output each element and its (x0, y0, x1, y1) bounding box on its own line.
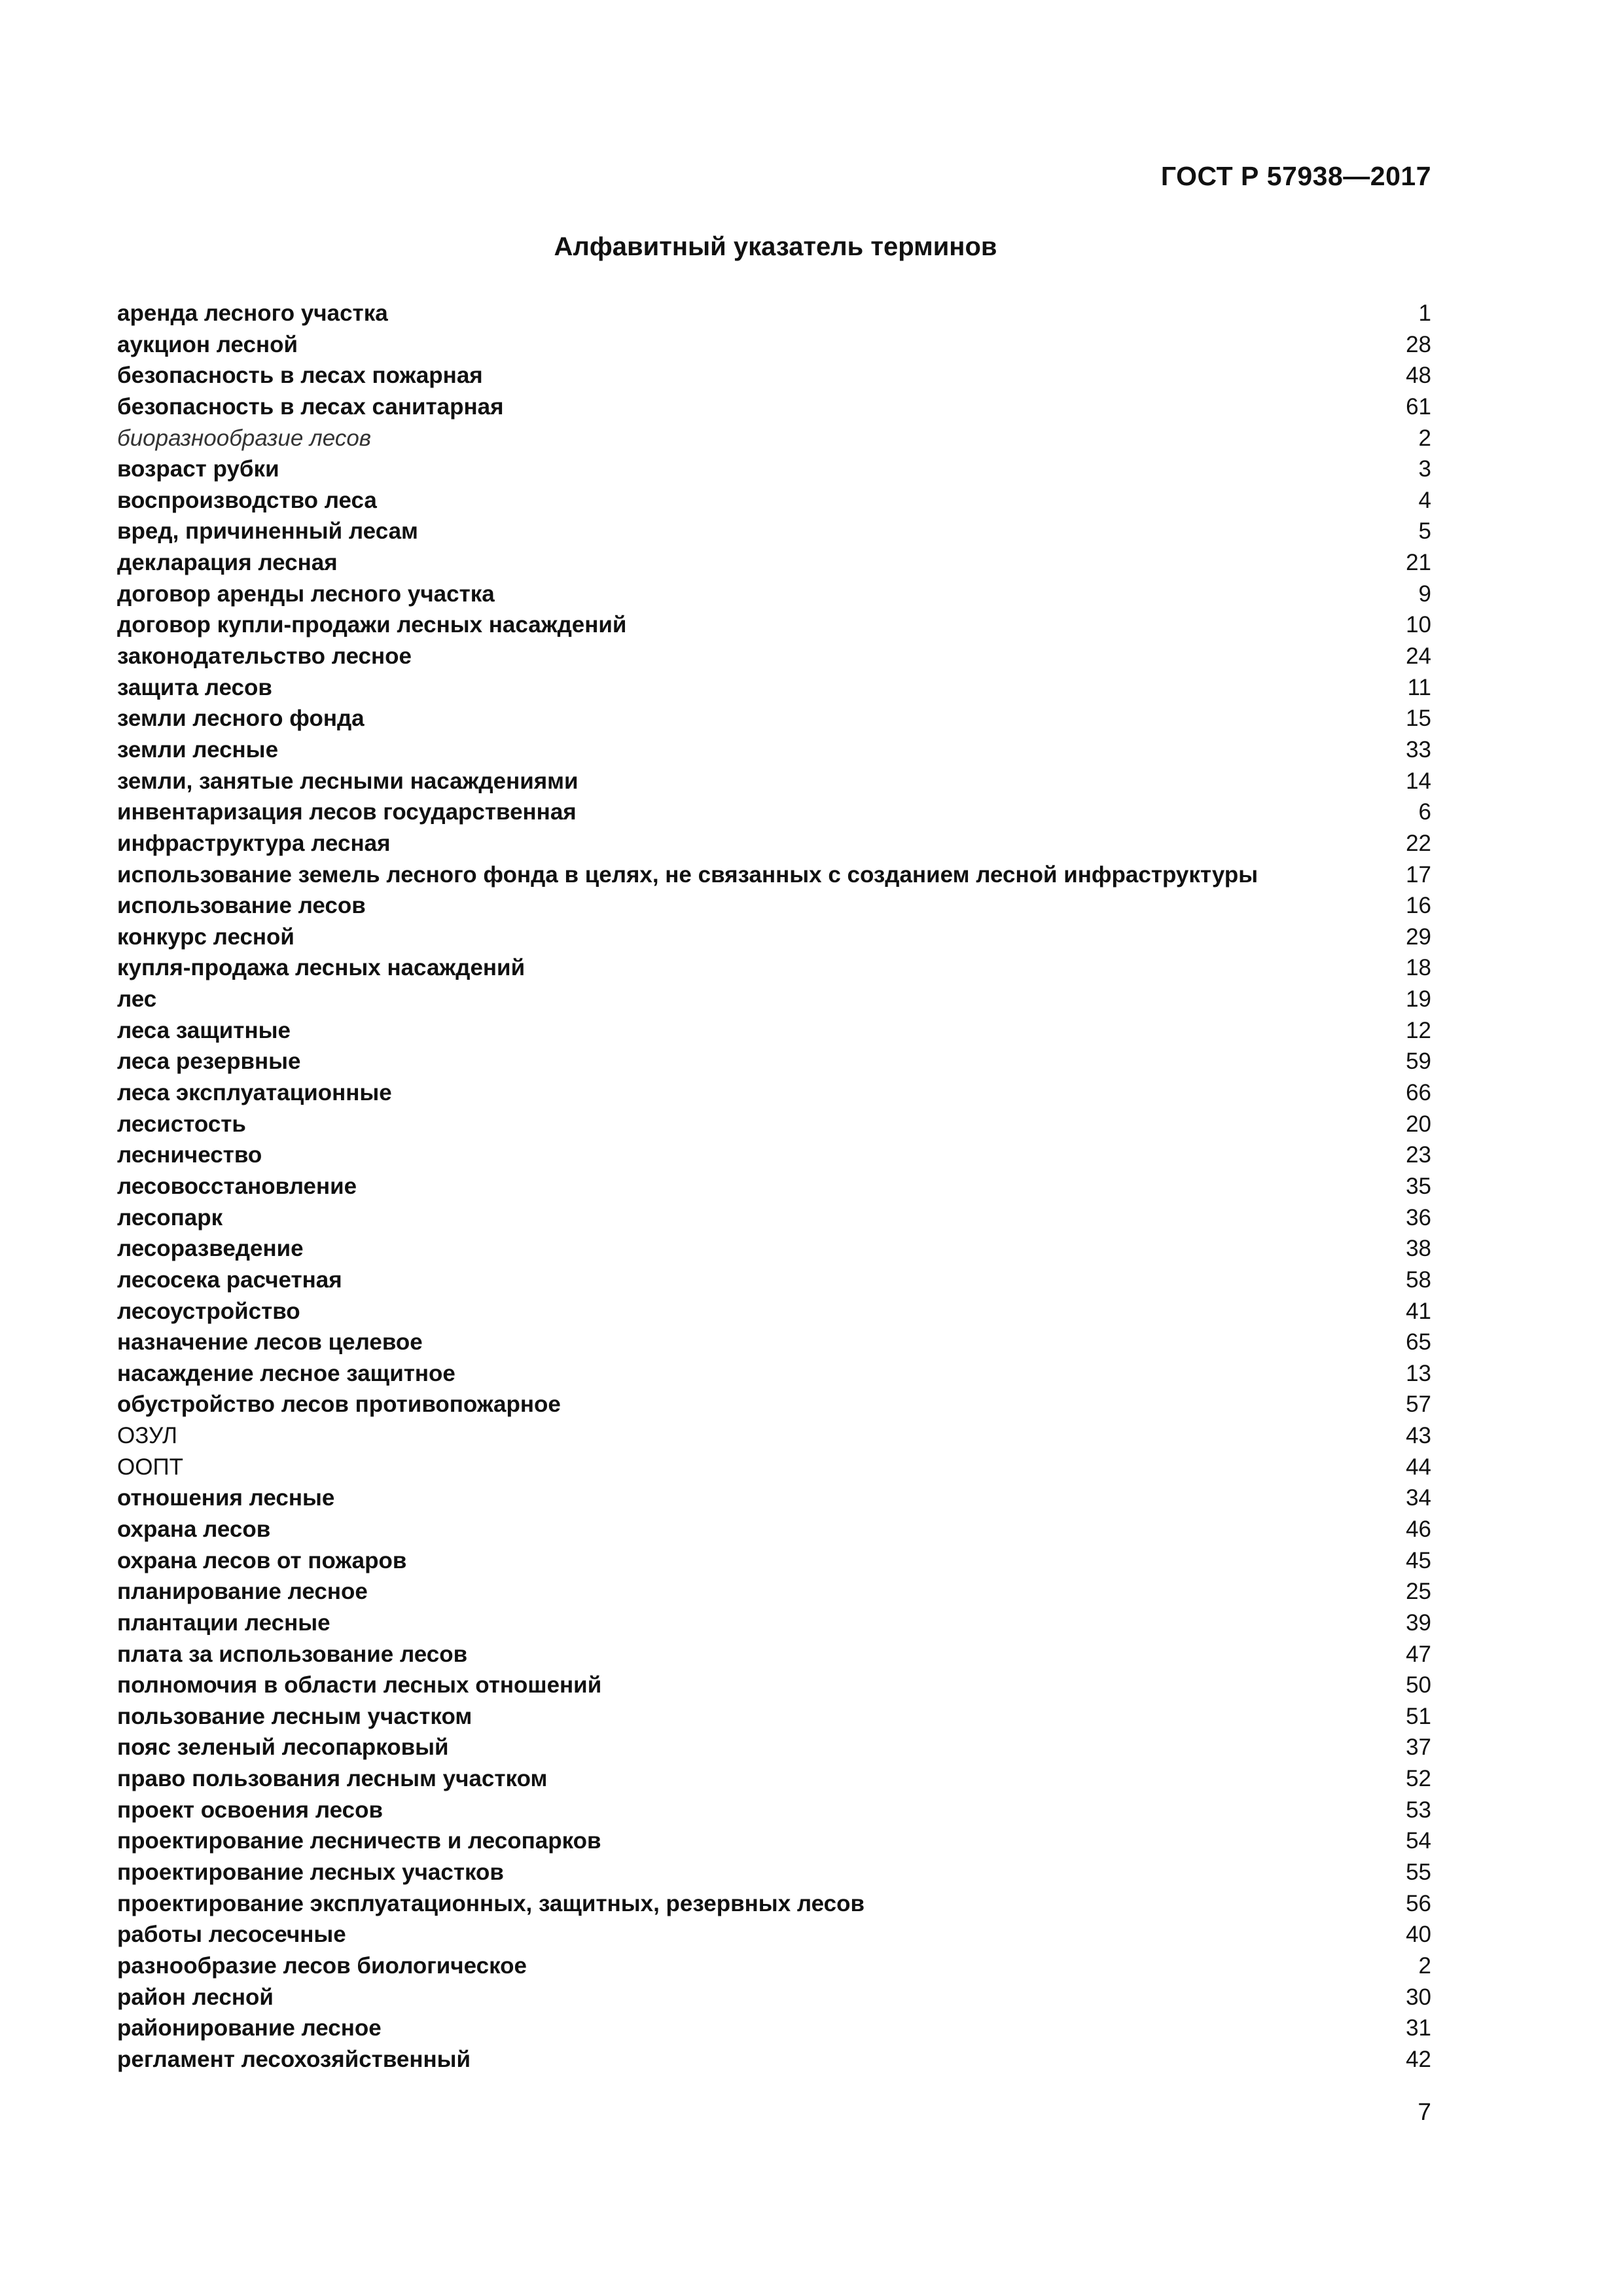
index-term-number: 43 (1406, 1423, 1431, 1449)
index-term: воспроизводство леса (117, 487, 377, 513)
index-term-number: 17 (1406, 861, 1431, 888)
index-entry (117, 1670, 1431, 1701)
index-term: лесистость (117, 1111, 246, 1137)
index-entry (117, 734, 1431, 766)
index-entry (117, 579, 1431, 610)
index-entry (117, 1857, 1431, 1888)
index-term-number: 41 (1406, 1298, 1431, 1324)
index-term-number: 1 (1418, 300, 1431, 326)
index-term-number: 66 (1406, 1080, 1431, 1106)
index-term: проектирование лесничеств и лесопарков (117, 1828, 601, 1854)
index-term: охрана лесов от пожаров (117, 1547, 407, 1573)
index-entry (117, 859, 1431, 891)
index-term-number: 42 (1406, 2046, 1431, 2072)
index-term: проектирование лесных участков (117, 1859, 504, 1886)
index-entry (117, 1265, 1431, 1296)
index-term: охрана лесов (117, 1516, 271, 1542)
index-entry (117, 1139, 1431, 1171)
index-term-number: 30 (1406, 1984, 1431, 2010)
index-term-number: 21 (1406, 550, 1431, 576)
index-entry (117, 1296, 1431, 1327)
index-term: леса защитные (117, 1017, 291, 1043)
index-entry (117, 1795, 1431, 1826)
index-term-number: 44 (1406, 1454, 1431, 1480)
index-term-number: 31 (1406, 2015, 1431, 2041)
index-entry (117, 329, 1431, 361)
index-term-number: 38 (1406, 1236, 1431, 1262)
index-term: декларация лесная (117, 550, 338, 576)
index-term: районирование лесное (117, 2015, 382, 2041)
index-term-number: 16 (1406, 893, 1431, 919)
index-entry (117, 1514, 1431, 1545)
index-term: плата за использование лесов (117, 1641, 468, 1667)
index-term-number: 33 (1406, 736, 1431, 762)
index-term: ООПТ (117, 1454, 183, 1480)
index-term: работы лесосечные (117, 1922, 346, 1948)
index-term: купля-продажа лесных насаждений (117, 955, 526, 981)
index-entry (117, 391, 1431, 423)
index-term: леса резервные (117, 1049, 301, 1075)
index-entry (117, 360, 1431, 391)
index-term: право пользования лесным участком (117, 1766, 548, 1792)
index-term-number: 53 (1406, 1797, 1431, 1823)
index-entry (117, 1327, 1431, 1358)
index-term-number: 59 (1406, 1049, 1431, 1075)
index-term: лесосека расчетная (117, 1266, 342, 1293)
page-number: 7 (1418, 2098, 1431, 2125)
index-term: законодательство лесное (117, 643, 412, 670)
index-term-number: 14 (1406, 768, 1431, 794)
index-entry (117, 1389, 1431, 1420)
index-term: регламент лесохозяйственный (117, 2046, 471, 2072)
index-term-number: 39 (1406, 1609, 1431, 1636)
index-entry (117, 1109, 1431, 1140)
index-term: инвентаризация лесов государственная (117, 799, 577, 825)
index-term: возраст рубки (117, 456, 279, 482)
index-entry (117, 1202, 1431, 1234)
index-term: земли лесные (117, 736, 279, 762)
index-entry (117, 1763, 1431, 1795)
document-code: ГОСТ Р 57938—2017 (1160, 161, 1431, 191)
page-title: Алфавитный указатель терминов (554, 232, 997, 261)
index-term-number: 10 (1406, 612, 1431, 638)
index-term: насаждение лесное защитное (117, 1360, 455, 1386)
index-entry (117, 2044, 1431, 2075)
index-term-number: 61 (1406, 393, 1431, 420)
index-term-number: 28 (1406, 331, 1431, 357)
index-term: аукцион лесной (117, 331, 298, 357)
index-term-number: 24 (1406, 643, 1431, 670)
index-term-number: 48 (1406, 363, 1431, 389)
index-term: земли лесного фонда (117, 706, 365, 732)
index-entry (117, 1452, 1431, 1483)
index-term: отношения лесные (117, 1485, 335, 1511)
index-term-number: 45 (1406, 1547, 1431, 1573)
index-term: безопасность в лесах санитарная (117, 393, 504, 420)
index-term: лес (117, 986, 157, 1013)
index-entry (117, 1888, 1431, 1920)
index-entry (117, 423, 1431, 454)
index-term-number: 20 (1406, 1111, 1431, 1137)
index-term: конкурс лесной (117, 924, 294, 950)
index-term: использование земель лесного фонда в целях, не связанных с созданием лесной инфраструктуры (117, 861, 1258, 888)
index-term-number: 46 (1406, 1516, 1431, 1542)
index-term: лесовосстановление (117, 1173, 357, 1199)
index-term-number: 2 (1418, 425, 1431, 451)
index-term-number: 15 (1406, 706, 1431, 732)
index-term: плантации лесные (117, 1609, 330, 1636)
index-entry (117, 516, 1431, 547)
index-term: леса эксплуатационные (117, 1080, 392, 1106)
index-entry (117, 1701, 1431, 1732)
index-term: земли, занятые лесными насаждениями (117, 768, 579, 794)
term-index-list (117, 298, 1431, 2075)
index-term: район лесной (117, 1984, 274, 2010)
index-term: ОЗУЛ (117, 1423, 178, 1449)
index-term-number: 22 (1406, 830, 1431, 856)
index-entry (117, 922, 1431, 953)
index-entry (117, 1919, 1431, 1950)
index-term: биоразнообразие лесов (117, 425, 372, 451)
index-term-number: 58 (1406, 1266, 1431, 1293)
index-entry (117, 1576, 1431, 1607)
index-entry (117, 1545, 1431, 1577)
index-term: лесничество (117, 1142, 262, 1168)
index-entry (117, 485, 1431, 516)
index-term: лесоустройство (117, 1298, 300, 1324)
index-term-number: 6 (1418, 799, 1431, 825)
index-entry (117, 828, 1431, 859)
index-term-number: 37 (1406, 1734, 1431, 1761)
index-term-number: 18 (1406, 955, 1431, 981)
index-entry (117, 1825, 1431, 1857)
index-term-number: 35 (1406, 1173, 1431, 1199)
index-entry (117, 1077, 1431, 1109)
index-term-number: 54 (1406, 1828, 1431, 1854)
index-term-number: 12 (1406, 1017, 1431, 1043)
index-entry (117, 797, 1431, 828)
index-term: пояс зеленый лесопарковый (117, 1734, 449, 1761)
index-entry (117, 1982, 1431, 2013)
index-term: инфраструктура лесная (117, 830, 391, 856)
index-entry (117, 1732, 1431, 1763)
index-entry (117, 1233, 1431, 1265)
index-entry (117, 984, 1431, 1015)
index-entry (117, 1639, 1431, 1670)
index-term: лесоразведение (117, 1236, 304, 1262)
index-term-number: 56 (1406, 1890, 1431, 1916)
index-term: проект освоения лесов (117, 1797, 383, 1823)
index-term-number: 36 (1406, 1204, 1431, 1230)
index-term-number: 3 (1418, 456, 1431, 482)
index-entry (117, 1482, 1431, 1514)
index-term-number: 11 (1407, 674, 1431, 700)
index-entry (117, 1358, 1431, 1390)
index-entry (117, 609, 1431, 641)
index-entry (117, 547, 1431, 579)
index-entry (117, 1015, 1431, 1047)
index-term-number: 40 (1406, 1922, 1431, 1948)
index-entry (117, 1950, 1431, 1982)
index-term: безопасность в лесах пожарная (117, 363, 483, 389)
index-entry (117, 1420, 1431, 1452)
index-term-number: 4 (1418, 487, 1431, 513)
index-term-number: 50 (1406, 1672, 1431, 1698)
index-entry (117, 952, 1431, 984)
index-term: полномочия в области лесных отношений (117, 1672, 602, 1698)
index-term-number: 51 (1406, 1703, 1431, 1729)
index-term-number: 57 (1406, 1391, 1431, 1418)
index-term-number: 52 (1406, 1766, 1431, 1792)
index-term-number: 23 (1406, 1142, 1431, 1168)
index-entry (117, 1607, 1431, 1639)
index-term: вред, причиненный лесам (117, 518, 418, 545)
index-term: лесопарк (117, 1204, 223, 1230)
index-term: проектирование эксплуатационных, защитных, резервных лесов (117, 1890, 865, 1916)
index-entry (117, 766, 1431, 797)
index-term: обустройство лесов противопожарное (117, 1391, 561, 1418)
index-term-number: 65 (1406, 1329, 1431, 1355)
index-term-number: 47 (1406, 1641, 1431, 1667)
index-term-number: 34 (1406, 1485, 1431, 1511)
index-entry (117, 890, 1431, 922)
index-term: пользование лесным участком (117, 1703, 473, 1729)
index-entry (117, 454, 1431, 485)
index-term-number: 13 (1406, 1360, 1431, 1386)
index-term: защита лесов (117, 674, 272, 700)
index-term: назначение лесов целевое (117, 1329, 423, 1355)
index-term: разнообразие лесов биологическое (117, 1952, 527, 1979)
index-term: договор купли-продажи лесных насаждений (117, 612, 627, 638)
index-term-number: 29 (1406, 924, 1431, 950)
index-entry (117, 1046, 1431, 1077)
index-term: аренда лесного участка (117, 300, 388, 326)
index-term: договор аренды лесного участка (117, 581, 495, 607)
index-entry (117, 298, 1431, 329)
index-term-number: 19 (1406, 986, 1431, 1013)
index-term-number: 25 (1406, 1579, 1431, 1605)
index-term-number: 5 (1418, 518, 1431, 545)
index-term-number: 9 (1418, 581, 1431, 607)
index-term-number: 2 (1418, 1952, 1431, 1979)
index-entry (117, 1171, 1431, 1202)
index-term-number: 55 (1406, 1859, 1431, 1886)
index-entry (117, 703, 1431, 734)
index-entry (117, 2013, 1431, 2044)
index-entry (117, 672, 1431, 704)
index-term: использование лесов (117, 893, 366, 919)
index-term: планирование лесное (117, 1579, 368, 1605)
index-entry (117, 641, 1431, 672)
